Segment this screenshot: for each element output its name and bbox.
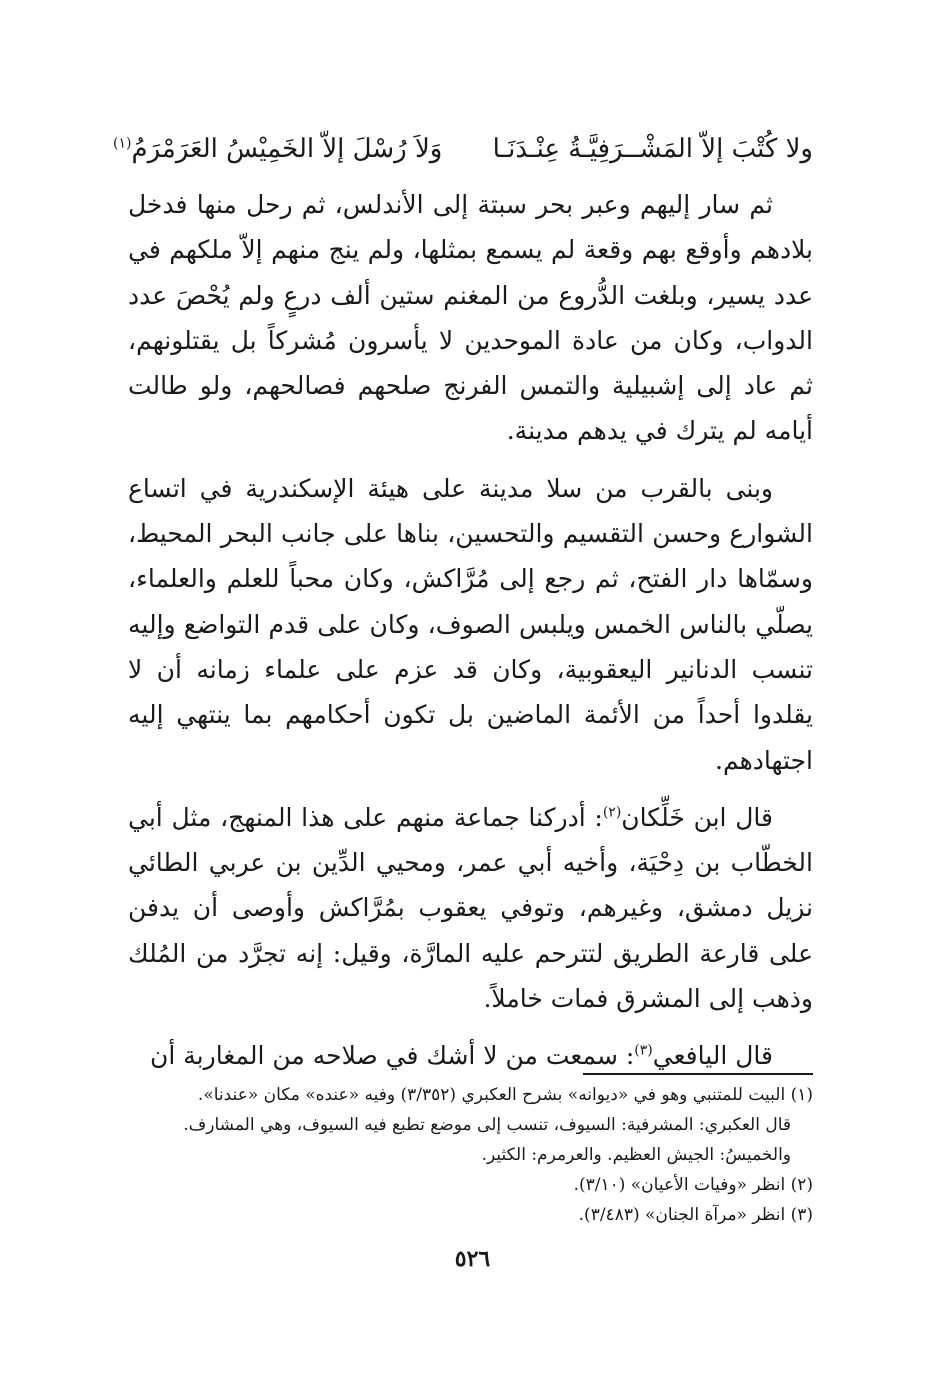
verse-second-hemistich bbox=[113, 124, 442, 174]
paragraph-4 bbox=[128, 1033, 813, 1078]
poem-verse bbox=[113, 124, 813, 174]
footnotes bbox=[123, 1080, 813, 1230]
paragraph-3-lead: قال ابن خَلِّكان bbox=[621, 802, 773, 832]
paragraph-3 bbox=[128, 795, 813, 1021]
footnote-1-line-1: (١) البيت للمتنبي وهو في «ديوانه» بشرح العكبري (٣/٣٥٢) وفيه «عنده» مكان «عندنا». bbox=[197, 1085, 813, 1105]
main-text bbox=[128, 182, 813, 1091]
footnote-2: (٢) انظر «وفيات الأعيان» (٣/١٠). bbox=[573, 1175, 813, 1195]
paragraph-2: وبنى بالقرب من سلا مدينة على هيئة الإسكندرية في اتساع الشوارع وحسن التقسيم والتحسين، بناها على جانب البحر المحيط، وسمّاها دار الفتح، ثم رجع إلى مُرَّاكش، وكان محباً للعلم والعلماء، يصلّي بالناس الخمس ويلبس الصوف، وكان على قدم التواضع وإليه تنسب الدنانير اليعقوبية، وكان قد عزم على علماء زمانه أن لا يقلدوا أحداً من الأئمة الماضين بل تكون أحكامهم بما ينتهي إليه اجتهادهم. bbox=[128, 473, 813, 775]
verse-second-hemistich-text: وَلاَ رُسْلَ إلاّ الخَمِيْسُ العَرَمْرَمُ bbox=[131, 134, 443, 164]
page-number: ٥٢٦ bbox=[454, 1246, 491, 1272]
paragraph-1: ثم سار إليهم وعبر بحر سبتة إلى الأندلس، ثم رحل منها فدخل بلادهم وأوقع بهم وقعة لم يسمع بمثلها، ولم ينج منهم إلاّ ملكهم في عدد يسير، وبلغت الدُّروع من المغنم ستين ألف درعٍ ولم يُحْصَ عدد الدواب، وكان من عادة الموحدين لا يأسرون مُشركاً بل يقتلونهم، ثم عاد إلى إشبيلية والتمس الفرنج صلحهم فصالحهم، ولو طالت أيامه لم يترك في يدهم مدينة. bbox=[128, 190, 813, 446]
footnote-ref-3: (٣) bbox=[634, 1043, 653, 1060]
footnote-separator bbox=[583, 1073, 813, 1075]
paragraph-4-lead: قال اليافعي bbox=[652, 1041, 773, 1071]
footnote-ref-2: (٢) bbox=[602, 804, 622, 821]
paragraph-3-rest: : أدركنا جماعة منهم على هذا المنهج، مثل أبي الخطّاب بن دِحْيَة، وأخيه أبي عمر، ومحيي الدِّين بن عربي الطائي نزيل دمشق، وغيرهم، وتوفي يعقوب بمُرَّاكش وأوصى أن يدفن على قارعة الطريق لتترحم عليه المارَّة، وقيل: إنه تجرَّد من المُلك وذهب إلى المشرق فمات خاملاً. bbox=[128, 802, 813, 1014]
footnote-1-line-2: قال العكبري: المشرفية: السيوف، تنسب إلى موضع تطبع فيه السيوف، وهي المشارف. bbox=[183, 1115, 791, 1135]
footnote-1-line-3: والخميسُ: الجيش العظيم. والعرمرم: الكثير. bbox=[481, 1145, 791, 1165]
footnote-ref-1: (١) bbox=[113, 135, 132, 152]
verse-first-hemistich-text: ولا كُتْبَ إلاّ المَشْــرَفِيَّـةُ عِنْـدَنَـا bbox=[492, 134, 813, 164]
footnote-3: (٣) انظر «مرآة الجنان» (٣/٤٨٣). bbox=[578, 1205, 813, 1225]
paragraph-4-rest: : سمعت من لا أشك في صلاحه من المغاربة أن bbox=[150, 1041, 635, 1071]
verse-first-hemistich bbox=[493, 124, 813, 174]
